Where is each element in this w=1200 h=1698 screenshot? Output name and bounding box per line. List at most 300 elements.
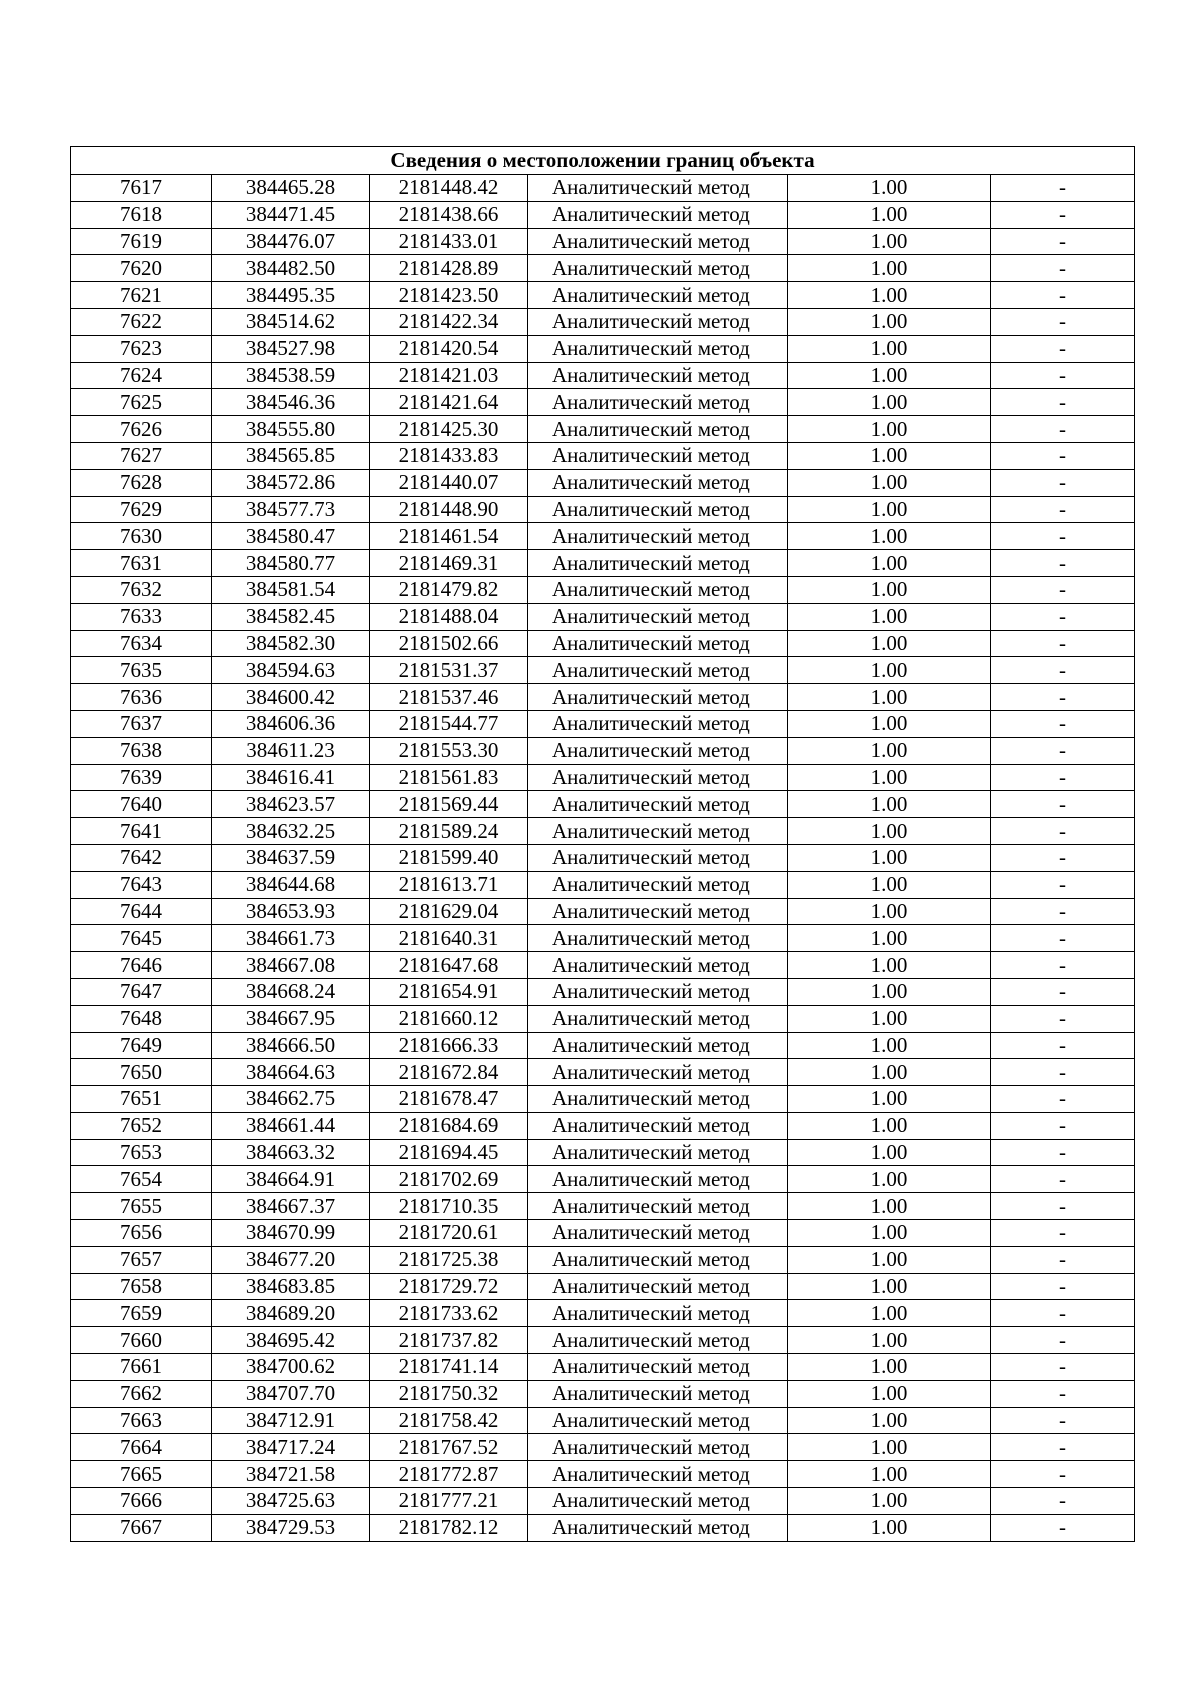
table-row — [71, 1354, 1135, 1381]
y-coordinate-cell: 2181678.47 — [370, 1086, 528, 1113]
table-title-row — [71, 147, 1135, 175]
point-number-cell: 7659 — [71, 1300, 212, 1327]
x-coordinate-cell: 384527.98 — [212, 335, 370, 362]
point-number-cell: 7648 — [71, 1005, 212, 1032]
accuracy-cell: 1.00 — [788, 362, 991, 389]
accuracy-cell: 1.00 — [788, 1059, 991, 1086]
x-coordinate-cell: 384555.80 — [212, 416, 370, 443]
description-cell: - — [991, 1380, 1135, 1407]
accuracy-cell: 1.00 — [788, 603, 991, 630]
description-cell: - — [991, 550, 1135, 577]
table-row — [71, 523, 1135, 550]
accuracy-cell: 1.00 — [788, 871, 991, 898]
y-coordinate-cell: 2181684.69 — [370, 1112, 528, 1139]
x-coordinate-cell: 384476.07 — [212, 228, 370, 255]
table-row — [71, 308, 1135, 335]
point-number-cell: 7636 — [71, 684, 212, 711]
y-coordinate-cell: 2181758.42 — [370, 1407, 528, 1434]
y-coordinate-cell: 2181422.34 — [370, 308, 528, 335]
method-cell: Аналитический метод — [528, 791, 788, 818]
y-coordinate-cell: 2181448.90 — [370, 496, 528, 523]
table-row — [71, 416, 1135, 443]
x-coordinate-cell: 384637.59 — [212, 844, 370, 871]
point-number-cell: 7632 — [71, 576, 212, 603]
accuracy-cell: 1.00 — [788, 1220, 991, 1247]
y-coordinate-cell: 2181421.03 — [370, 362, 528, 389]
point-number-cell: 7626 — [71, 416, 212, 443]
x-coordinate-cell: 384729.53 — [212, 1514, 370, 1541]
accuracy-cell: 1.00 — [788, 469, 991, 496]
description-cell: - — [991, 737, 1135, 764]
x-coordinate-cell: 384725.63 — [212, 1488, 370, 1515]
x-coordinate-cell: 384662.75 — [212, 1086, 370, 1113]
description-cell: - — [991, 871, 1135, 898]
table-row — [71, 1246, 1135, 1273]
y-coordinate-cell: 2181440.07 — [370, 469, 528, 496]
x-coordinate-cell: 384514.62 — [212, 308, 370, 335]
accuracy-cell: 1.00 — [788, 496, 991, 523]
accuracy-cell: 1.00 — [788, 1514, 991, 1541]
description-cell: - — [991, 925, 1135, 952]
accuracy-cell: 1.00 — [788, 1461, 991, 1488]
point-number-cell: 7643 — [71, 871, 212, 898]
accuracy-cell: 1.00 — [788, 952, 991, 979]
method-cell: Аналитический метод — [528, 362, 788, 389]
description-cell: - — [991, 175, 1135, 202]
method-cell: Аналитический метод — [528, 603, 788, 630]
y-coordinate-cell: 2181737.82 — [370, 1327, 528, 1354]
table-row — [71, 898, 1135, 925]
accuracy-cell: 1.00 — [788, 1032, 991, 1059]
point-number-cell: 7639 — [71, 764, 212, 791]
y-coordinate-cell: 2181733.62 — [370, 1300, 528, 1327]
table-row — [71, 201, 1135, 228]
table-row — [71, 1461, 1135, 1488]
y-coordinate-cell: 2181613.71 — [370, 871, 528, 898]
method-cell: Аналитический метод — [528, 416, 788, 443]
x-coordinate-cell: 384546.36 — [212, 389, 370, 416]
description-cell: - — [991, 416, 1135, 443]
x-coordinate-cell: 384666.50 — [212, 1032, 370, 1059]
table-row — [71, 496, 1135, 523]
point-number-cell: 7637 — [71, 710, 212, 737]
method-cell: Аналитический метод — [528, 1354, 788, 1381]
x-coordinate-cell: 384700.62 — [212, 1354, 370, 1381]
table-row — [71, 362, 1135, 389]
table-row — [71, 1273, 1135, 1300]
x-coordinate-cell: 384606.36 — [212, 710, 370, 737]
table-row — [71, 1086, 1135, 1113]
point-number-cell: 7638 — [71, 737, 212, 764]
description-cell: - — [991, 496, 1135, 523]
method-cell: Аналитический метод — [528, 1300, 788, 1327]
point-number-cell: 7617 — [71, 175, 212, 202]
x-coordinate-cell: 384632.25 — [212, 818, 370, 845]
table-row — [71, 228, 1135, 255]
x-coordinate-cell: 384495.35 — [212, 282, 370, 309]
description-cell: - — [991, 1086, 1135, 1113]
table-row — [71, 282, 1135, 309]
description-cell: - — [991, 1434, 1135, 1461]
table-row — [71, 1514, 1135, 1541]
method-cell: Аналитический метод — [528, 710, 788, 737]
table-row — [71, 335, 1135, 362]
method-cell: Аналитический метод — [528, 1086, 788, 1113]
accuracy-cell: 1.00 — [788, 255, 991, 282]
accuracy-cell: 1.00 — [788, 710, 991, 737]
description-cell: - — [991, 764, 1135, 791]
accuracy-cell: 1.00 — [788, 630, 991, 657]
method-cell: Аналитический метод — [528, 898, 788, 925]
x-coordinate-cell: 384667.95 — [212, 1005, 370, 1032]
table-row — [71, 1032, 1135, 1059]
method-cell: Аналитический метод — [528, 1220, 788, 1247]
y-coordinate-cell: 2181461.54 — [370, 523, 528, 550]
method-cell: Аналитический метод — [528, 1327, 788, 1354]
method-cell: Аналитический метод — [528, 1407, 788, 1434]
point-number-cell: 7628 — [71, 469, 212, 496]
x-coordinate-cell: 384667.08 — [212, 952, 370, 979]
accuracy-cell: 1.00 — [788, 737, 991, 764]
point-number-cell: 7642 — [71, 844, 212, 871]
x-coordinate-cell: 384465.28 — [212, 175, 370, 202]
x-coordinate-cell: 384689.20 — [212, 1300, 370, 1327]
description-cell: - — [991, 952, 1135, 979]
y-coordinate-cell: 2181553.30 — [370, 737, 528, 764]
description-cell: - — [991, 818, 1135, 845]
y-coordinate-cell: 2181425.30 — [370, 416, 528, 443]
accuracy-cell: 1.00 — [788, 175, 991, 202]
point-number-cell: 7623 — [71, 335, 212, 362]
point-number-cell: 7631 — [71, 550, 212, 577]
accuracy-cell: 1.00 — [788, 1193, 991, 1220]
accuracy-cell: 1.00 — [788, 282, 991, 309]
point-number-cell: 7658 — [71, 1273, 212, 1300]
method-cell: Аналитический метод — [528, 630, 788, 657]
table-row — [71, 818, 1135, 845]
table-row — [71, 764, 1135, 791]
point-number-cell: 7650 — [71, 1059, 212, 1086]
description-cell: - — [991, 1327, 1135, 1354]
x-coordinate-cell: 384582.30 — [212, 630, 370, 657]
description-cell: - — [991, 657, 1135, 684]
accuracy-cell: 1.00 — [788, 308, 991, 335]
y-coordinate-cell: 2181438.66 — [370, 201, 528, 228]
point-number-cell: 7630 — [71, 523, 212, 550]
y-coordinate-cell: 2181469.31 — [370, 550, 528, 577]
point-number-cell: 7649 — [71, 1032, 212, 1059]
point-number-cell: 7647 — [71, 978, 212, 1005]
point-number-cell: 7652 — [71, 1112, 212, 1139]
point-number-cell: 7660 — [71, 1327, 212, 1354]
point-number-cell: 7625 — [71, 389, 212, 416]
description-cell: - — [991, 1139, 1135, 1166]
method-cell: Аналитический метод — [528, 389, 788, 416]
x-coordinate-cell: 384623.57 — [212, 791, 370, 818]
point-number-cell: 7622 — [71, 308, 212, 335]
accuracy-cell: 1.00 — [788, 1112, 991, 1139]
accuracy-cell: 1.00 — [788, 523, 991, 550]
x-coordinate-cell: 384667.37 — [212, 1193, 370, 1220]
y-coordinate-cell: 2181782.12 — [370, 1514, 528, 1541]
accuracy-cell: 1.00 — [788, 442, 991, 469]
y-coordinate-cell: 2181537.46 — [370, 684, 528, 711]
description-cell: - — [991, 1032, 1135, 1059]
method-cell: Аналитический метод — [528, 1514, 788, 1541]
method-cell: Аналитический метод — [528, 228, 788, 255]
table-row — [71, 1407, 1135, 1434]
table-title: Сведения о местоположении границ объекта — [71, 147, 1135, 175]
method-cell: Аналитический метод — [528, 1488, 788, 1515]
y-coordinate-cell: 2181741.14 — [370, 1354, 528, 1381]
method-cell: Аналитический метод — [528, 1005, 788, 1032]
table-row — [71, 603, 1135, 630]
accuracy-cell: 1.00 — [788, 791, 991, 818]
x-coordinate-cell: 384538.59 — [212, 362, 370, 389]
point-number-cell: 7644 — [71, 898, 212, 925]
point-number-cell: 7627 — [71, 442, 212, 469]
method-cell: Аналитический метод — [528, 175, 788, 202]
x-coordinate-cell: 384717.24 — [212, 1434, 370, 1461]
y-coordinate-cell: 2181777.21 — [370, 1488, 528, 1515]
point-number-cell: 7656 — [71, 1220, 212, 1247]
x-coordinate-cell: 384572.86 — [212, 469, 370, 496]
description-cell: - — [991, 389, 1135, 416]
y-coordinate-cell: 2181725.38 — [370, 1246, 528, 1273]
x-coordinate-cell: 384670.99 — [212, 1220, 370, 1247]
table-row — [71, 871, 1135, 898]
description-cell: - — [991, 576, 1135, 603]
y-coordinate-cell: 2181750.32 — [370, 1380, 528, 1407]
x-coordinate-cell: 384663.32 — [212, 1139, 370, 1166]
description-cell: - — [991, 362, 1135, 389]
method-cell: Аналитический метод — [528, 282, 788, 309]
point-number-cell: 7620 — [71, 255, 212, 282]
accuracy-cell: 1.00 — [788, 201, 991, 228]
method-cell: Аналитический метод — [528, 952, 788, 979]
method-cell: Аналитический метод — [528, 442, 788, 469]
method-cell: Аналитический метод — [528, 255, 788, 282]
accuracy-cell: 1.00 — [788, 657, 991, 684]
point-number-cell: 7640 — [71, 791, 212, 818]
method-cell: Аналитический метод — [528, 818, 788, 845]
accuracy-cell: 1.00 — [788, 550, 991, 577]
y-coordinate-cell: 2181428.89 — [370, 255, 528, 282]
point-number-cell: 7633 — [71, 603, 212, 630]
table-row — [71, 1112, 1135, 1139]
point-number-cell: 7629 — [71, 496, 212, 523]
description-cell: - — [991, 1514, 1135, 1541]
y-coordinate-cell: 2181772.87 — [370, 1461, 528, 1488]
point-number-cell: 7641 — [71, 818, 212, 845]
accuracy-cell: 1.00 — [788, 1086, 991, 1113]
point-number-cell: 7618 — [71, 201, 212, 228]
description-cell: - — [991, 1166, 1135, 1193]
table-row — [71, 791, 1135, 818]
y-coordinate-cell: 2181420.54 — [370, 335, 528, 362]
point-number-cell: 7655 — [71, 1193, 212, 1220]
table-row — [71, 442, 1135, 469]
description-cell: - — [991, 282, 1135, 309]
table-row — [71, 657, 1135, 684]
table-row — [71, 978, 1135, 1005]
accuracy-cell: 1.00 — [788, 978, 991, 1005]
description-cell: - — [991, 603, 1135, 630]
description-cell: - — [991, 978, 1135, 1005]
point-number-cell: 7661 — [71, 1354, 212, 1381]
description-cell: - — [991, 255, 1135, 282]
x-coordinate-cell: 384653.93 — [212, 898, 370, 925]
point-number-cell: 7667 — [71, 1514, 212, 1541]
method-cell: Аналитический метод — [528, 550, 788, 577]
table-row — [71, 844, 1135, 871]
x-coordinate-cell: 384580.47 — [212, 523, 370, 550]
x-coordinate-cell: 384721.58 — [212, 1461, 370, 1488]
table-row — [71, 175, 1135, 202]
accuracy-cell: 1.00 — [788, 898, 991, 925]
table-row — [71, 1005, 1135, 1032]
point-number-cell: 7635 — [71, 657, 212, 684]
table-row — [71, 1300, 1135, 1327]
y-coordinate-cell: 2181666.33 — [370, 1032, 528, 1059]
x-coordinate-cell: 384707.70 — [212, 1380, 370, 1407]
x-coordinate-cell: 384582.45 — [212, 603, 370, 630]
table-row — [71, 1380, 1135, 1407]
accuracy-cell: 1.00 — [788, 1005, 991, 1032]
x-coordinate-cell: 384683.85 — [212, 1273, 370, 1300]
method-cell: Аналитический метод — [528, 496, 788, 523]
accuracy-cell: 1.00 — [788, 335, 991, 362]
table-row — [71, 684, 1135, 711]
table-row — [71, 550, 1135, 577]
accuracy-cell: 1.00 — [788, 1246, 991, 1273]
y-coordinate-cell: 2181672.84 — [370, 1059, 528, 1086]
accuracy-cell: 1.00 — [788, 1273, 991, 1300]
x-coordinate-cell: 384664.91 — [212, 1166, 370, 1193]
x-coordinate-cell: 384668.24 — [212, 978, 370, 1005]
table-row — [71, 630, 1135, 657]
x-coordinate-cell: 384661.73 — [212, 925, 370, 952]
y-coordinate-cell: 2181694.45 — [370, 1139, 528, 1166]
y-coordinate-cell: 2181710.35 — [370, 1193, 528, 1220]
x-coordinate-cell: 384644.68 — [212, 871, 370, 898]
point-number-cell: 7624 — [71, 362, 212, 389]
y-coordinate-cell: 2181729.72 — [370, 1273, 528, 1300]
x-coordinate-cell: 384664.63 — [212, 1059, 370, 1086]
accuracy-cell: 1.00 — [788, 228, 991, 255]
method-cell: Аналитический метод — [528, 737, 788, 764]
table-row — [71, 576, 1135, 603]
accuracy-cell: 1.00 — [788, 818, 991, 845]
description-cell: - — [991, 201, 1135, 228]
y-coordinate-cell: 2181531.37 — [370, 657, 528, 684]
x-coordinate-cell: 384580.77 — [212, 550, 370, 577]
accuracy-cell: 1.00 — [788, 389, 991, 416]
description-cell: - — [991, 523, 1135, 550]
x-coordinate-cell: 384677.20 — [212, 1246, 370, 1273]
description-cell: - — [991, 442, 1135, 469]
description-cell: - — [991, 1193, 1135, 1220]
description-cell: - — [991, 684, 1135, 711]
description-cell: - — [991, 710, 1135, 737]
table-row — [71, 1488, 1135, 1515]
x-coordinate-cell: 384594.63 — [212, 657, 370, 684]
accuracy-cell: 1.00 — [788, 1166, 991, 1193]
point-number-cell: 7651 — [71, 1086, 212, 1113]
y-coordinate-cell: 2181629.04 — [370, 898, 528, 925]
boundary-table — [70, 146, 1135, 1542]
table-row — [71, 1166, 1135, 1193]
method-cell: Аналитический метод — [528, 657, 788, 684]
table-row — [71, 925, 1135, 952]
point-number-cell: 7634 — [71, 630, 212, 657]
method-cell: Аналитический метод — [528, 201, 788, 228]
table-row — [71, 389, 1135, 416]
method-cell: Аналитический метод — [528, 1434, 788, 1461]
x-coordinate-cell: 384661.44 — [212, 1112, 370, 1139]
y-coordinate-cell: 2181502.66 — [370, 630, 528, 657]
accuracy-cell: 1.00 — [788, 416, 991, 443]
accuracy-cell: 1.00 — [788, 764, 991, 791]
x-coordinate-cell: 384577.73 — [212, 496, 370, 523]
description-cell: - — [991, 1112, 1135, 1139]
accuracy-cell: 1.00 — [788, 1380, 991, 1407]
y-coordinate-cell: 2181660.12 — [370, 1005, 528, 1032]
description-cell: - — [991, 228, 1135, 255]
point-number-cell: 7619 — [71, 228, 212, 255]
description-cell: - — [991, 335, 1135, 362]
accuracy-cell: 1.00 — [788, 684, 991, 711]
x-coordinate-cell: 384616.41 — [212, 764, 370, 791]
y-coordinate-cell: 2181569.44 — [370, 791, 528, 818]
y-coordinate-cell: 2181589.24 — [370, 818, 528, 845]
description-cell: - — [991, 1407, 1135, 1434]
method-cell: Аналитический метод — [528, 1193, 788, 1220]
description-cell: - — [991, 1300, 1135, 1327]
y-coordinate-cell: 2181767.52 — [370, 1434, 528, 1461]
x-coordinate-cell: 384712.91 — [212, 1407, 370, 1434]
table-row — [71, 1220, 1135, 1247]
description-cell: - — [991, 1461, 1135, 1488]
table-row — [71, 1327, 1135, 1354]
y-coordinate-cell: 2181720.61 — [370, 1220, 528, 1247]
accuracy-cell: 1.00 — [788, 1434, 991, 1461]
y-coordinate-cell: 2181479.82 — [370, 576, 528, 603]
accuracy-cell: 1.00 — [788, 1327, 991, 1354]
x-coordinate-cell: 384695.42 — [212, 1327, 370, 1354]
y-coordinate-cell: 2181448.42 — [370, 175, 528, 202]
method-cell: Аналитический метод — [528, 1112, 788, 1139]
point-number-cell: 7646 — [71, 952, 212, 979]
point-number-cell: 7663 — [71, 1407, 212, 1434]
y-coordinate-cell: 2181647.68 — [370, 952, 528, 979]
boundary-table-body — [71, 147, 1135, 1542]
point-number-cell: 7645 — [71, 925, 212, 952]
method-cell: Аналитический метод — [528, 469, 788, 496]
y-coordinate-cell: 2181433.83 — [370, 442, 528, 469]
description-cell: - — [991, 630, 1135, 657]
method-cell: Аналитический метод — [528, 1059, 788, 1086]
description-cell: - — [991, 898, 1135, 925]
point-number-cell: 7654 — [71, 1166, 212, 1193]
y-coordinate-cell: 2181544.77 — [370, 710, 528, 737]
method-cell: Аналитический метод — [528, 308, 788, 335]
method-cell: Аналитический метод — [528, 1246, 788, 1273]
table-row — [71, 1193, 1135, 1220]
x-coordinate-cell: 384565.85 — [212, 442, 370, 469]
y-coordinate-cell: 2181599.40 — [370, 844, 528, 871]
y-coordinate-cell: 2181654.91 — [370, 978, 528, 1005]
